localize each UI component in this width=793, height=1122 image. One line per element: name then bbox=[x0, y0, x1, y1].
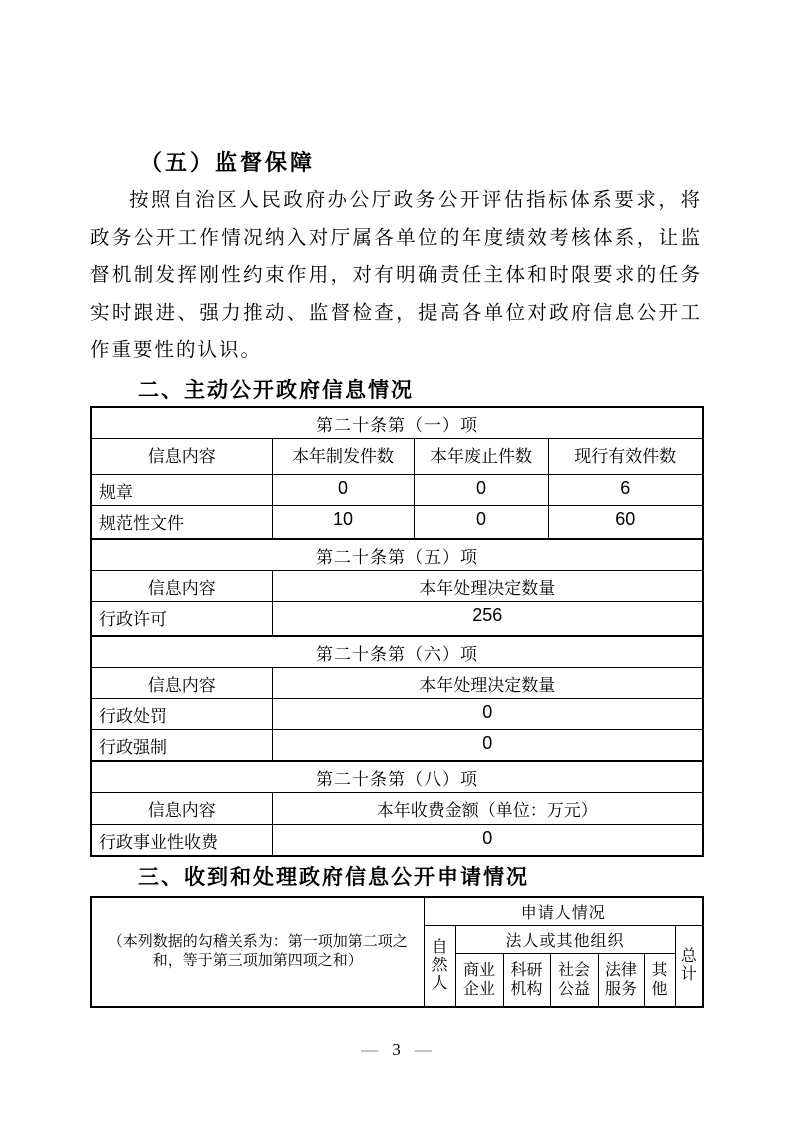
column-header-cell: 本年制发件数 bbox=[272, 438, 414, 474]
value-cell: 0 bbox=[414, 505, 548, 539]
table-row bbox=[91, 602, 703, 636]
row-label-cell: 规范性文件 bbox=[91, 505, 272, 539]
subheader-commercial-cell: 商业企业 bbox=[455, 954, 503, 1007]
table-row bbox=[91, 793, 703, 825]
subheader-other-cell: 其他 bbox=[644, 954, 675, 1007]
value-cell: 0 bbox=[272, 474, 414, 505]
table-proactive-disclosure bbox=[90, 406, 704, 858]
row-label-cell: 行政强制 bbox=[91, 729, 272, 761]
table-row bbox=[91, 698, 703, 729]
block-title-cell: 第二十条第（八）项 bbox=[91, 761, 703, 793]
block-title-cell: 第二十条第（五）项 bbox=[91, 539, 703, 571]
heading-supervision: （五）监督保障 bbox=[140, 150, 316, 175]
value-cell: 256 bbox=[272, 602, 703, 636]
row-label-cell: 行政事业性收费 bbox=[91, 825, 272, 857]
block-title-cell: 第二十条第（六）项 bbox=[91, 636, 703, 668]
value-cell: 0 bbox=[272, 729, 703, 761]
row-label-cell: 行政处罚 bbox=[91, 698, 272, 729]
value-cell: 0 bbox=[272, 698, 703, 729]
value-cell: 6 bbox=[548, 474, 703, 505]
page-footer bbox=[0, 1040, 793, 1060]
paragraph-supervision: 按照自治区人民政府办公厅政务公开评估指标体系要求，将政务公开工作情况纳入对厅属各单位的年度绩效考核体系，让监督机制发挥刚性约束作用，对有明确责任主体和时限要求的任务实时跟进、强力推动、监督检查，提高各单位对政府信息公开工作重要性的认识。 bbox=[90, 190, 702, 361]
subheader-legal-service-cell: 法律服务 bbox=[598, 954, 644, 1007]
value-cell: 0 bbox=[414, 474, 548, 505]
heading-proactive-disclosure: 二、主动公开政府信息情况 bbox=[138, 378, 414, 402]
value-cell: 0 bbox=[272, 825, 703, 857]
table-row bbox=[91, 438, 703, 474]
table-row bbox=[91, 761, 703, 793]
natural-person-cell: 自然人 bbox=[424, 926, 455, 1007]
reconciliation-note-cell: （本列数据的勾稽关系为：第一项加第二项之和，等于第三项加第四项之和） bbox=[91, 897, 424, 1007]
table-row bbox=[91, 825, 703, 857]
table-row bbox=[91, 729, 703, 761]
page-number: 3 bbox=[392, 1040, 401, 1059]
table-row bbox=[91, 636, 703, 668]
footer-right-dash: — bbox=[414, 1040, 432, 1059]
column-header-cell: 信息内容 bbox=[91, 438, 272, 474]
value-cell: 60 bbox=[548, 505, 703, 539]
column-header-cell: 本年处理决定数量 bbox=[272, 667, 703, 698]
footer-left-dash: — bbox=[361, 1040, 379, 1059]
table-row bbox=[91, 539, 703, 571]
column-header-cell: 本年收费金额（单位：万元） bbox=[272, 793, 703, 825]
table-row bbox=[91, 897, 703, 926]
subheader-research-cell: 科研机构 bbox=[503, 954, 550, 1007]
block-title-cell: 第二十条第（一）项 bbox=[91, 407, 703, 439]
heading-requests: 三、收到和处理政府信息公开申请情况 bbox=[138, 866, 529, 889]
table-row bbox=[91, 407, 703, 439]
column-header-cell: 本年废止件数 bbox=[414, 438, 548, 474]
table-row bbox=[91, 571, 703, 602]
total-cell: 总计 bbox=[675, 926, 703, 1007]
row-label-cell: 行政许可 bbox=[91, 602, 272, 636]
subheader-social-welfare-cell: 社会公益 bbox=[550, 954, 598, 1007]
table-row bbox=[91, 505, 703, 539]
legal-org-header-cell: 法人或其他组织 bbox=[455, 926, 675, 954]
table-row bbox=[91, 474, 703, 505]
value-cell: 10 bbox=[272, 505, 414, 539]
table-requests bbox=[90, 896, 704, 1008]
table-row bbox=[91, 667, 703, 698]
row-label-cell: 规章 bbox=[91, 474, 272, 505]
column-header-cell: 本年处理决定数量 bbox=[272, 571, 703, 602]
column-header-cell: 信息内容 bbox=[91, 793, 272, 825]
column-header-cell: 信息内容 bbox=[91, 667, 272, 698]
applicant-header-cell: 申请人情况 bbox=[424, 897, 703, 926]
column-header-cell: 信息内容 bbox=[91, 571, 272, 602]
column-header-cell: 现行有效件数 bbox=[548, 438, 703, 474]
